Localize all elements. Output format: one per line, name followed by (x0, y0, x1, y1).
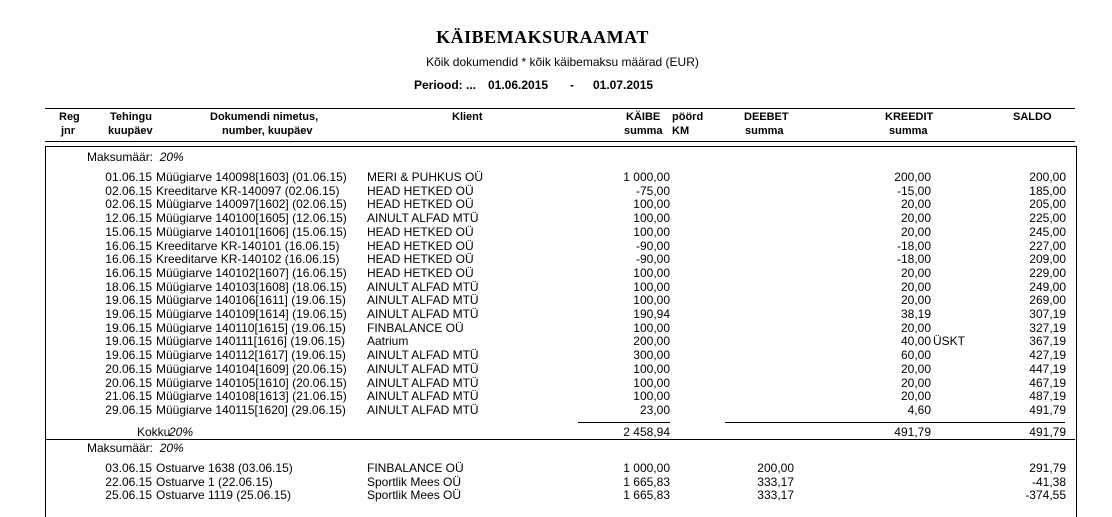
cell-saldo: 467,19 (1029, 375, 1066, 390)
cell-doc: Kreeditarve KR-140097 (02.06.15) (156, 183, 340, 198)
group-separator (45, 439, 1075, 440)
cell-kaibe: -90,00 (635, 238, 670, 253)
cell-kreedit: 20,00 (900, 211, 931, 226)
kreedit-saldo-total-line (725, 422, 1065, 423)
cell-code: ÜSKT (933, 334, 966, 349)
cell-client: HEAD HETKED OÜ (367, 252, 474, 267)
cell-date: 20.06.15 (105, 361, 152, 376)
header-reg: Reg (59, 111, 80, 123)
cell-saldo: 367,19 (1029, 334, 1066, 349)
cell-saldo: 229,00 (1029, 265, 1066, 280)
cell-saldo: 307,19 (1029, 307, 1066, 321)
cell-doc: Müügiarve 140103[1608] (18.06.15) (156, 279, 347, 294)
header-kreedit: KREEDIT (885, 111, 934, 123)
cell-client: FINBALANCE OÜ (367, 461, 464, 475)
cell-client: Sportlik Mees OÜ (367, 474, 462, 489)
period-to: 01.07.2015 (593, 78, 654, 92)
cell-kaibe: 100,00 (633, 293, 670, 308)
group1-total-row (0, 425, 1112, 439)
header-poord: pöörd (672, 111, 704, 123)
cell-deebet: 333,17 (757, 488, 794, 503)
cell-date: 16.06.15 (105, 238, 152, 253)
cell-doc: Müügiarve 140115[1620] (29.06.15) (156, 402, 346, 417)
cell-kreedit: 20,00 (900, 224, 931, 239)
header-deebet: DEEBET (744, 111, 789, 123)
cell-client: AINULT ALFAD MTÜ (367, 361, 479, 376)
total-label: Kokku (137, 425, 171, 439)
cell-date: 01.06.15 (105, 170, 152, 184)
cell-date: 19.06.15 (105, 293, 152, 308)
kaibe-total-line (578, 422, 670, 423)
cell-doc: Müügiarve 140112[1617] (19.06.15) (156, 348, 346, 363)
cell-client: AINULT ALFAD MTÜ (367, 348, 479, 363)
header-jnr: jnr (61, 125, 76, 137)
cell-client: HEAD HETKED OÜ (367, 197, 474, 212)
cell-saldo: 291,79 (1029, 461, 1066, 475)
cell-kreedit: 60,00 (900, 348, 931, 363)
period-separator: - (570, 78, 574, 92)
cell-date: 18.06.15 (105, 279, 152, 294)
cell-saldo: 491,79 (1029, 402, 1066, 417)
cell-date: 20.06.15 (105, 375, 152, 390)
cell-date: 22.06.15 (105, 474, 152, 489)
cell-doc: Müügiarve 140105[1610] (20.06.15) (156, 375, 347, 390)
cell-doc: Müügiarve 140102[1607] (16.06.15) (156, 265, 347, 280)
cell-doc: Kreeditarve KR-140101 (16.06.15) (156, 238, 340, 253)
cell-date: 19.06.15 (105, 320, 152, 335)
cell-kreedit: 200,00 (894, 170, 931, 184)
header-kaibe-summa: summa (624, 125, 663, 137)
cell-client: FINBALANCE OÜ (367, 320, 464, 335)
cell-kaibe: 200,00 (633, 334, 670, 349)
cell-saldo: 427,19 (1029, 348, 1066, 363)
cell-kaibe: -90,00 (635, 252, 670, 267)
cell-doc: Müügiarve 140104[1609] (20.06.15) (156, 361, 347, 376)
cell-deebet: 333,17 (757, 474, 794, 489)
cell-kreedit: 38,19 (900, 307, 931, 321)
cell-saldo: 249,00 (1029, 279, 1066, 294)
header-doc-number: number, kuupäev (222, 125, 313, 137)
cell-doc: Müügiarve 140097[1602] (02.06.15) (156, 197, 347, 212)
period-from: 01.06.2015 (488, 78, 549, 92)
table-row (0, 489, 1112, 503)
cell-doc: Kreeditarve KR-140102 (16.06.15) (156, 252, 340, 267)
cell-saldo: -41,38 (1031, 474, 1066, 489)
cell-client: Aatrium (367, 334, 409, 349)
cell-kaibe: 1 665,83 (623, 488, 670, 503)
header-doc-name: Dokumendi nimetus, (210, 111, 319, 123)
cell-kaibe: -75,00 (635, 183, 670, 198)
cell-kaibe: 100,00 (633, 279, 670, 294)
table-row (0, 308, 1112, 322)
cell-kaibe: 190,94 (633, 307, 670, 321)
cell-kreedit: 20,00 (900, 389, 931, 404)
header-tehingu: Tehingu (110, 111, 152, 123)
header-kaibe: KÄIBE (626, 111, 661, 123)
cell-doc: Ostuarve 1119 (25.06.15) (156, 488, 291, 503)
cell-doc: Müügiarve 140101[1606] (15.06.15) (156, 224, 347, 239)
cell-doc: Müügiarve 140109[1614] (19.06.15) (156, 307, 347, 321)
cell-doc: Müügiarve 140098[1603] (01.06.15) (156, 170, 347, 184)
cell-client: AINULT ALFAD MTÜ (367, 279, 479, 294)
table-row (0, 335, 1112, 349)
total-kreedit: 491,79 (894, 425, 931, 439)
cell-saldo: -374,55 (1025, 488, 1066, 503)
cell-deebet: 200,00 (757, 461, 794, 475)
cell-client: AINULT ALFAD MTÜ (367, 402, 479, 417)
cell-kaibe: 100,00 (633, 197, 670, 212)
cell-kreedit: 40,00 (900, 334, 931, 349)
cell-date: 19.06.15 (105, 334, 152, 349)
cell-date: 03.06.15 (105, 461, 152, 475)
header-deebet-summa: summa (745, 125, 784, 137)
cell-kaibe: 100,00 (633, 389, 670, 404)
cell-client: AINULT ALFAD MTÜ (367, 389, 479, 404)
cell-date: 25.06.15 (105, 488, 152, 503)
cell-doc: Müügiarve 140100[1605] (12.06.15) (156, 211, 347, 226)
cell-date: 15.06.15 (105, 224, 152, 239)
cell-date: 16.06.15 (105, 252, 152, 267)
cell-client: MERI & PUHKUS OÜ (367, 170, 484, 184)
header-poord-km: KM (672, 125, 690, 137)
cell-kreedit: 20,00 (900, 361, 931, 376)
cell-kreedit: 4,60 (907, 402, 931, 417)
cell-saldo: 487,19 (1029, 389, 1066, 404)
cell-date: 02.06.15 (105, 183, 152, 198)
table-row (0, 294, 1112, 308)
table-row (0, 322, 1112, 336)
cell-doc: Müügiarve 140110[1615] (19.06.15) (156, 320, 346, 335)
cell-saldo: 185,00 (1029, 183, 1066, 198)
cell-kaibe: 1 000,00 (623, 170, 670, 184)
cell-saldo: 227,00 (1029, 238, 1066, 253)
cell-kreedit: 20,00 (900, 293, 931, 308)
cell-date: 19.06.15 (105, 307, 152, 321)
cell-kaibe: 100,00 (633, 361, 670, 376)
cell-date: 19.06.15 (105, 348, 152, 363)
cell-client: HEAD HETKED OÜ (367, 265, 474, 280)
cell-kreedit: 20,00 (900, 375, 931, 390)
table-row (0, 377, 1112, 391)
cell-saldo: 205,00 (1029, 197, 1066, 212)
cell-saldo: 447,19 (1029, 361, 1066, 376)
cell-kaibe: 1 000,00 (623, 461, 670, 475)
group2-label: Maksumäär: 20% (87, 441, 184, 455)
header-klient: Klient (452, 111, 483, 123)
header-kuupaev: kuupäev (108, 125, 153, 137)
cell-saldo: 245,00 (1029, 224, 1066, 239)
report-subtitle: Kõik dokumendid * kõik käibemaksu määrad (EUR) (426, 55, 699, 69)
cell-kaibe: 100,00 (633, 320, 670, 335)
cell-client: HEAD HETKED OÜ (367, 183, 474, 198)
cell-client: AINULT ALFAD MTÜ (367, 211, 479, 226)
header-saldo: SALDO (1013, 111, 1052, 123)
cell-doc: Müügiarve 140111[1616] (19.06.15) (156, 334, 346, 349)
cell-kaibe: 23,00 (639, 402, 670, 417)
total-saldo: 491,79 (1029, 425, 1066, 439)
table-row (0, 267, 1112, 281)
header-kreedit-summa: summa (889, 125, 928, 137)
table-row (0, 349, 1112, 363)
cell-doc: Müügiarve 140108[1613] (21.06.15) (156, 389, 347, 404)
table-row (0, 404, 1112, 418)
cell-kaibe: 1 665,83 (623, 474, 670, 489)
cell-doc: Ostuarve 1 (22.06.15) (156, 474, 273, 489)
table-row (0, 390, 1112, 404)
cell-kreedit: 20,00 (900, 320, 931, 335)
cell-saldo: 327,19 (1029, 320, 1066, 335)
cell-client: HEAD HETKED OÜ (367, 224, 474, 239)
cell-kreedit: 20,00 (900, 197, 931, 212)
cell-kreedit: -15,00 (896, 183, 931, 198)
cell-date: 12.06.15 (105, 211, 152, 226)
cell-kaibe: 100,00 (633, 224, 670, 239)
table-row (0, 476, 1112, 490)
cell-kaibe: 300,00 (633, 348, 670, 363)
group1-label: Maksumäär: 20% (87, 150, 184, 164)
table-row (0, 281, 1112, 295)
cell-doc: Ostuarve 1638 (03.06.15) (156, 461, 293, 475)
cell-kreedit: 20,00 (900, 279, 931, 294)
cell-kreedit: 20,00 (900, 265, 931, 280)
cell-date: 21.06.15 (105, 389, 152, 404)
table-row (0, 185, 1112, 199)
table-row (0, 462, 1112, 476)
cell-date: 16.06.15 (105, 265, 152, 280)
cell-kaibe: 100,00 (633, 211, 670, 226)
table-row (0, 253, 1112, 267)
cell-client: AINULT ALFAD MTÜ (367, 375, 479, 390)
table-row (0, 212, 1112, 226)
cell-kaibe: 100,00 (633, 375, 670, 390)
cell-client: AINULT ALFAD MTÜ (367, 293, 479, 308)
table-row (0, 226, 1112, 240)
cell-doc: Müügiarve 140106[1611] (19.06.15) (156, 293, 346, 308)
cell-client: Sportlik Mees OÜ (367, 488, 462, 503)
cell-kreedit: -18,00 (896, 238, 931, 253)
cell-saldo: 269,00 (1029, 293, 1066, 308)
total-kaibe: 2 458,94 (623, 425, 670, 439)
table-row (0, 171, 1112, 185)
cell-kreedit: -18,00 (896, 252, 931, 267)
period-label: Periood: ... (414, 78, 477, 92)
cell-date: 29.06.15 (105, 402, 152, 417)
cell-date: 02.06.15 (105, 197, 152, 212)
cell-client: AINULT ALFAD MTÜ (367, 307, 479, 321)
cell-saldo: 225,00 (1029, 211, 1066, 226)
cell-client: HEAD HETKED OÜ (367, 238, 474, 253)
table-row (0, 198, 1112, 212)
total-rate: 20% (169, 425, 194, 439)
cell-saldo: 200,00 (1029, 170, 1066, 184)
report-title: KÄIBEMAKSURAAMAT (436, 27, 649, 47)
table-row (0, 363, 1112, 377)
cell-saldo: 209,00 (1029, 252, 1066, 267)
cell-kaibe: 100,00 (633, 265, 670, 280)
table-row (0, 240, 1112, 254)
